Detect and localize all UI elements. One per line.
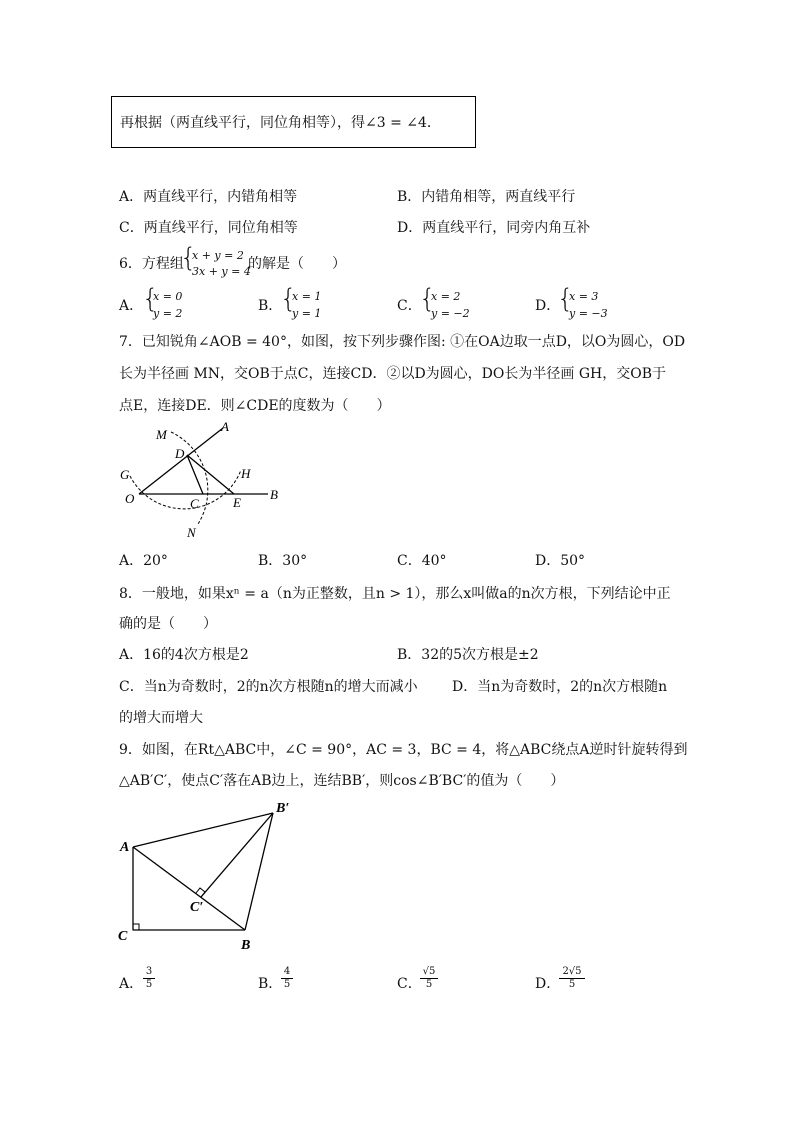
q6-option-c-brace: { [419,284,436,314]
q6-option-b-label: B． [258,298,283,314]
q9-right-angle-c [133,924,139,930]
q9-option-b-label: B． [258,976,283,992]
q7-label-m: M [156,427,167,442]
q7-option-b: B．30° [258,553,308,569]
q7-label-c: C [190,496,199,511]
q7-construction-figure [115,418,285,543]
q9-option-c-num: √5 [420,966,438,979]
q9-option-c-den: 5 [425,979,433,990]
q7-label-b: B [270,487,278,502]
q9-label-c-prime: C′ [190,900,204,915]
q6-option-d-label: D． [535,298,561,314]
q6-option-a-label: A． [119,298,144,314]
q6-option-a-x: x = 0 [153,290,183,303]
q7-label-n: N [187,525,196,540]
q8-line-2: 确的是（ ） [119,616,217,632]
q7-arc-gh [130,470,241,509]
q9-triangle-figure [112,795,302,955]
q7-label-d: D [175,446,185,461]
q6-option-a-brace: { [142,284,159,314]
q9-segment-bb-prime [245,813,273,930]
q6-option-c-y: y = −2 [431,307,470,320]
q7-line-2: 长为半径画 MN，交OB于点C，连接CD．②以D为圆心，DO长为半径画 GH，交OB于 [119,366,666,382]
q9-option-b-den: 5 [283,979,291,990]
q9-option-a-den: 5 [145,979,153,990]
q6-option-c-x: x = 2 [431,290,461,303]
box-text: 再根据（两直线平行，同位角相等），得∠3 = ∠4． [120,115,441,131]
q8-line-1: 8．一般地，如果xⁿ = a（n为正整数，且n > 1），那么x叫做a的n次方根，下列结论中正 [119,586,671,602]
q6-option-c-label: C． [397,298,422,314]
q7-label-e: E [233,495,241,510]
q9-side-cb-prime [201,813,273,897]
q6-option-b-y: y = 1 [292,307,322,320]
q6-option-d-x: x = 3 [569,290,599,303]
q7-label-h: H [241,466,251,481]
q9-label-a: A [120,840,130,855]
q5-option-d: D．两直线平行，同旁内角互补 [397,220,591,236]
q6-system-eq1: x + y = 2 [192,249,244,262]
q9-option-a-num: 3 [143,966,155,979]
q9-right-angle-c-prime [196,888,205,897]
q9-label-c: C [118,929,128,944]
q6-option-a-y: y = 2 [153,307,183,320]
q6-option-d-brace: { [557,284,574,314]
q7-option-c: C．40° [397,553,447,569]
q7-label-o: O [125,491,135,506]
q9-line-2: △AB′C′，使点C′落在AB边上，连结BB′，则cos∠B′BC′的值为（ ） [119,773,565,789]
q7-label-g: G [120,467,130,482]
q6-option-b-brace: { [280,284,297,314]
q5-option-c: C．两直线平行，同位角相等 [119,220,298,236]
q6-option-d-y: y = −3 [569,307,608,320]
q6-stem-prefix: 6．方程组 [119,256,184,272]
q7-segment-de [187,455,234,494]
q9-option-d-num: 2√5 [559,966,585,979]
q7-label-a: A [221,419,229,434]
q6-system-brace: { [180,243,197,273]
q9-option-a-label: A． [119,976,144,992]
q9-option-c-label: C． [397,976,422,992]
q9-option-a-fraction [143,966,155,991]
q9-option-c-fraction [420,966,438,991]
q9-option-b-fraction [281,966,293,991]
q9-label-b-prime: B′ [276,801,290,816]
q6-stem-suffix: 的解是（ ） [248,256,346,272]
q7-option-d: D．50° [535,553,586,569]
q9-option-d-fraction [559,966,585,991]
q9-side-ab-prime [133,813,273,847]
q8-option-b: B．32的5次方根是±2 [397,647,539,663]
q8-option-d-cont: 的增大而增大 [119,710,203,726]
q9-option-b-num: 4 [281,966,293,979]
q9-label-b: B [241,938,251,953]
q5-option-b: B．内错角相等，两直线平行 [397,189,576,205]
q7-option-a: A．20° [119,553,168,569]
q8-option-d: D．当n为奇数时，2的n次方根随n [452,679,668,695]
q7-line-1: 7．已知锐角∠AOB = 40°，如图，按下列步骤作图: ①在OA边取一点D，以O为圆心，OD [119,334,686,350]
q8-option-a: A．16的4次方根是2 [119,647,249,663]
q8-option-c: C．当n为奇数时，2的n次方根随n的增大而减小 [119,679,418,695]
q6-system-eq2: 3x + y = 4 [192,265,251,278]
q6-option-b-x: x = 1 [292,290,322,303]
q9-side-ab [133,847,245,930]
q9-option-d-label: D． [535,976,561,992]
q7-line-3: 点E，连接DE．则∠CDE的度数为（ ） [119,398,391,414]
q9-line-1: 9．如图，在Rt△ABC中，∠C = 90°，AC = 3，BC = 4，将△ABC绕点A逆时针旋转得到 [119,742,688,758]
q5-option-a: A．两直线平行，内错角相等 [119,189,298,205]
q9-option-d-den: 5 [568,979,576,990]
